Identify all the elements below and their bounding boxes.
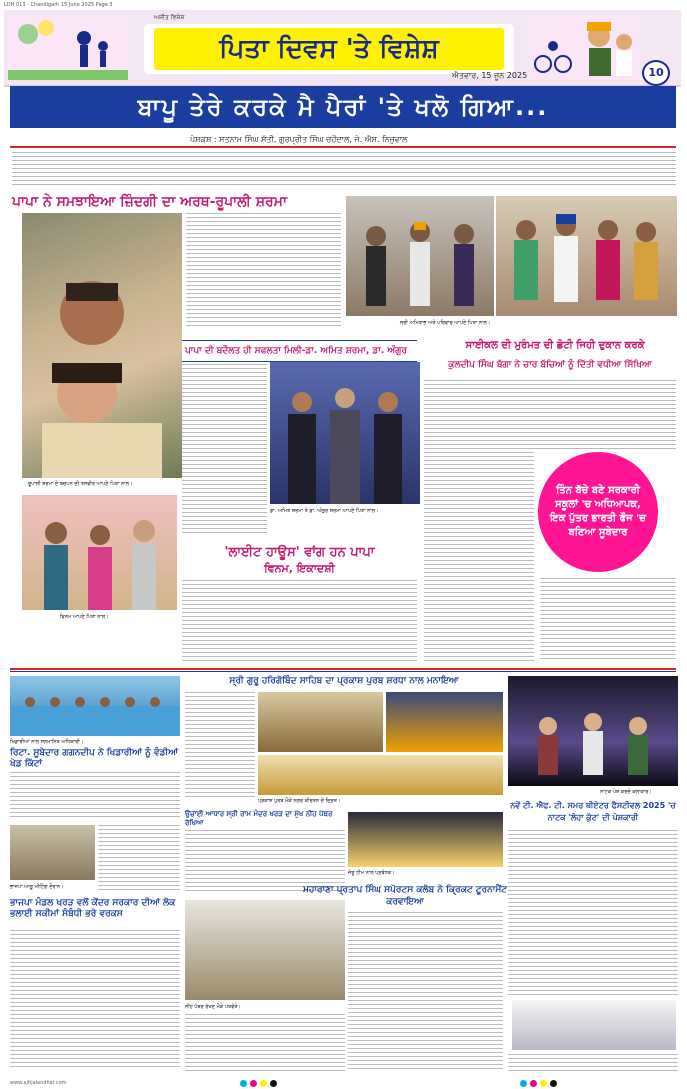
registration-mark-yellow	[260, 1080, 267, 1087]
article-3-caption: ਡਾ. ਅਮਿਤ ਸ਼ਰਮਾ ਤੇ ਡਾ. ਅੰਗੁਰ ਸ਼ਰਮਾ ਆਪਣੇ ਪਿਤਾ ਨਾਲ।	[270, 508, 379, 514]
article-2-caption: ਸ੍ਰੀ ਅਮਿਤਾਭ ਅਤੇ ਪਰਿਵਾਰ ਆਪਣੇ ਪਿਤਾ ਨਾਲ।	[400, 320, 491, 326]
bottom-6-headline: ਮਹਾਰਾਣਾ ਪ੍ਰਤਾਪ ਸਿੰਘ ਸਪੋਰਟਸ ਕਲੱਬ ਨੇ ਕ੍ਰਿਕਟ ਟੂਰਨਾਮੈਂਟ ਕਰਵਾਇਆ	[302, 885, 508, 907]
bottom-6-photo	[348, 812, 503, 867]
masthead-title-box	[144, 14, 514, 74]
bottom-3-caption: ਨਾਟਕ ਪੇਸ਼ ਕਰਦੇ ਕਲਾਕਾਰ।	[600, 789, 652, 795]
bottom-2-caption: ਪ੍ਰਕਾਸ਼ ਪੁਰਬ ਮੌਕੇ ਨਗਰ ਕੀਰਤਨ ਦੇ ਦ੍ਰਿਸ਼।	[258, 798, 341, 804]
article-2-photo-right	[496, 196, 677, 316]
article-3-headline-box	[182, 340, 417, 362]
family-photo-icon	[496, 196, 677, 316]
article-1-caption: ਰੂਪਾਲੀ ਸ਼ਰਮਾ ਦੇ ਬਚਪਨ ਦੀ ਤਸਵੀਰ ਆਪਣੇ ਪਿਤਾ ਨਾਲ।	[28, 481, 133, 487]
section-divider	[10, 668, 676, 670]
article-5-photo	[22, 495, 177, 610]
article-5-caption: ਵਿਨਮ ਆਪਣੇ ਪਿਤਾ ਨਾਲ।	[60, 614, 109, 620]
article-1-photo	[22, 213, 182, 478]
divider	[10, 146, 676, 148]
bottom-5-caption: ਨੀਂਹ ਪੱਥਰ ਰੱਖਣ ਮੌਕੇ ਪਤਵੰਤੇ।	[185, 1004, 241, 1010]
article-4-headline-1: ਸਾਈਕਲ ਦੀ ਮੁਰੰਮਤ ਦੀ ਛੋਟੀ ਜਿਹੀ ਦੁਕਾਨ ਕਰਕੇ	[465, 340, 645, 351]
bottom-2-photo-2	[386, 692, 503, 752]
three-men-photo-icon	[270, 362, 420, 504]
bottom-6-body	[348, 912, 503, 1072]
article-2-photo-left	[346, 196, 494, 316]
bottom-2-photo-1	[258, 692, 383, 752]
article-1-body	[186, 213, 341, 328]
article-5-headline: 'ਲਾਈਟ ਹਾਊਸ' ਵਾਂਗ ਹਨ ਪਾਪਾ	[224, 545, 375, 560]
article-5-subhead: ਵਿਨਮ, ਇਕਾਦਸ਼ੀ	[264, 562, 335, 575]
article-3-photo	[270, 362, 420, 504]
bottom-2-headline: ਸ੍ਰੀ ਗੁਰੂ ਹਰਿਗੋਬਿੰਦ ਸਾਹਿਬ ਦਾ ਪ੍ਰਕਾਸ਼ ਪੁਰਬ ਸ਼ਰਧਾ ਨਾਲ ਮਨਾਇਆ	[229, 676, 459, 686]
bottom-1-headline: ਰਿਟਾ. ਸੂਬੇਦਾਰ ਗਗਨਦੀਪ ਨੇ ਖਿਡਾਰੀਆਂ ਨੂੰ ਵੰਡੀਆਂ ਖੇਡ ਕਿੱਟਾਂ	[10, 748, 179, 769]
bottom-1-caption: ਖਿਡਾਰੀਆਂ ਨਾਲ ਸਨਮਾਨਿਤ ਅਧਿਕਾਰੀ।	[10, 739, 84, 745]
article-4-body-top	[424, 380, 676, 450]
page-number-badge: 10	[642, 60, 670, 86]
bottom-4-photo	[10, 825, 95, 880]
registration-mark-cyan-2	[520, 1080, 527, 1087]
article-5-body	[182, 580, 417, 662]
stage-performance-icon	[508, 676, 678, 786]
bottom-5-body-lower	[185, 1014, 345, 1072]
masthead-title: ਪਿਤਾ ਦਿਵਸ 'ਤੇ ਵਿਸ਼ੇਸ਼	[154, 28, 504, 70]
team-photo-icon	[10, 676, 180, 736]
article-4-headline-2: ਕੁਲਦੀਪ ਸਿੰਘ ਬੱਗਾ ਨੇ ਚਾਰ ਬੱਚਿਆਂ ਨੂੰ ਦਿੱਤੀ ਵਧੀਆ ਸਿੱਖਿਆ	[448, 360, 652, 370]
article-3-body	[182, 364, 267, 534]
bottom-6-caption: ਜੇਤੂ ਟੀਮ ਨਾਲ ਪ੍ਰਬੰਧਕ।	[348, 870, 395, 876]
section-divider-blue	[10, 671, 676, 672]
registration-mark-magenta-2	[530, 1080, 537, 1087]
bottom-3-photo-2	[512, 1000, 676, 1050]
bottom-2-photo-3	[258, 755, 503, 795]
bottom-4-headline: ਭਾਜਪਾ ਮੰਡਲ ਖਰੜ ਵਲੋਂ ਕੇਂਦਰ ਸਰਕਾਰ ਦੀਆਂ ਲੋਕ ਭਲਾਈ ਸਕੀਮਾਂ ਸੰਬੰਧੀ ਭਰੇ ਵਰਕਸ	[10, 898, 176, 919]
intro-paragraph	[12, 152, 676, 188]
footer-strip: www.ajitjalandhar.com	[10, 1080, 67, 1086]
bottom-2-body	[185, 692, 255, 800]
masthead	[4, 10, 681, 87]
article-4-body-left	[424, 452, 534, 662]
father-daughter-photo-icon	[22, 213, 182, 478]
bottom-3-body-lower	[508, 1054, 678, 1072]
article-3-headline: ਪਾਪਾ ਦੀ ਬਦੌਲਤ ਹੀ ਸਫਲਤਾ ਮਿਲੀ-ਡਾ. ਅਮਿਤ ਸ਼ਰਮਾ, ਡਾ. ਅੰਗੁਰ	[185, 346, 407, 356]
masthead-kicker: ਅਜੀਤ ਵਿਸ਼ੇਸ਼	[154, 14, 185, 21]
article-4-pullquote: ਤਿੰਨ ਬੱਚੇ ਬਣੇ ਸਰਕਾਰੀ ਸਕੂਲਾਂ 'ਚ ਅਧਿਆਪਕ, ਇਕ ਪੁੱਤਰ ਭਾਰਤੀ ਫੌਜ 'ਚ ਬਣਿਆ ਸੂਬੇਦਾਰ	[538, 452, 658, 572]
registration-mark-yellow-2	[540, 1080, 547, 1087]
registration-mark-black	[270, 1080, 277, 1087]
bottom-1-body	[10, 772, 180, 820]
bottom-4-body	[10, 930, 180, 1070]
bottom-3-body	[508, 830, 678, 995]
registration-mark-black-2	[550, 1080, 557, 1087]
bottom-3-photo	[508, 676, 678, 786]
bottom-5-headline: ਉਚਾਈ ਆਧਾਰ ਸ੍ਰੀ ਰਾਮ ਮੰਦਰ ਖਰੜ ਦਾ ਮੁੱਖ ਨੀਂਹ ਪੱਥਰ ਰੱਖਿਆ	[185, 810, 333, 827]
masthead-date: ਐਤਵਾਰ, 15 ਜੂਨ 2025	[452, 71, 528, 80]
bottom-5-photo	[185, 900, 345, 1000]
group-photo-icon	[346, 196, 494, 316]
registration-mark-cyan	[240, 1080, 247, 1087]
main-banner-headline: ਬਾਪੂ ਤੇਰੇ ਕਰਕੇ ਮੈ ਪੈਰਾਂ 'ਤੇ ਖਲੋ ਗਿਆ...	[10, 86, 676, 128]
article-1-headline: ਪਾਪਾ ਨੇ ਸਮਝਾਇਆ ਜ਼ਿੰਦਗੀ ਦਾ ਅਰਥ-ਰੂਪਾਲੀ ਸ਼ਰਮਾ	[12, 194, 287, 210]
bottom-4-caption: ਭਾਜਪਾ ਆਗੂ ਮੀਟਿੰਗ ਦੌਰਾਨ।	[10, 884, 64, 890]
family-silhouette-icon	[8, 16, 128, 80]
byline: ਪੇਸ਼ਕਸ਼ : ਸਤਨਾਮ ਸਿੰਘ ਸੱਤੀ, ਗੁਰਪ੍ਰੀਤ ਸਿੰਘ ਚਹੇਂਦਾਲ, ਜੇ. ਐਸ. ਨਿਜ਼ੁਵਾਲ	[190, 135, 408, 144]
father-with-children-photo-icon	[22, 495, 177, 610]
registration-mark-magenta	[250, 1080, 257, 1087]
father-son-cycling-icon	[529, 16, 639, 80]
bottom-1-photo	[10, 676, 180, 736]
article-4-body-right	[540, 578, 676, 662]
bottom-4-body-top	[98, 825, 180, 890]
bottom-3-headline: ਨਵੇਂ ਟੀ. ਐਫ. ਟੀ. ਸਮਰ ਥੀਏਟਰ ਫੈਸਟੀਵਲ 2025 'ਚ ਨਾਟਕ 'ਲੋਹਾ ਕੁੱਟ' ਦੀ ਪੇਸ਼ਕਾਰੀ	[510, 801, 676, 822]
bottom-5-body	[185, 830, 345, 892]
print-info-strip: LDH 013 - Chandigarh 15 June 2025 Page 3	[4, 2, 113, 8]
